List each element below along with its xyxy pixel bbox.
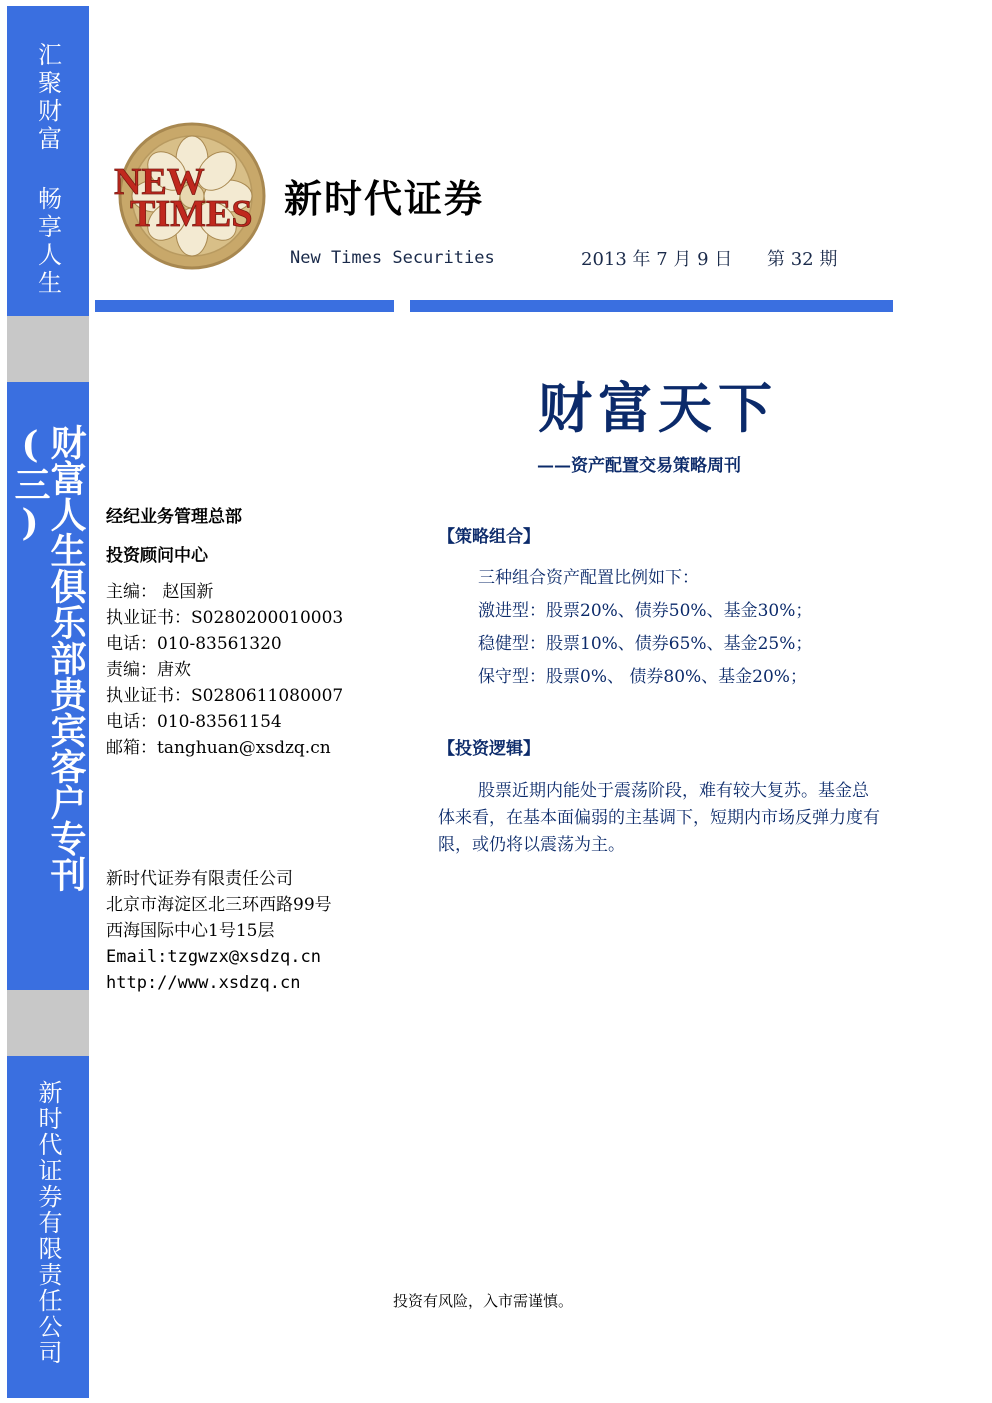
new-times-logo [108,120,276,272]
company-name: 新时代证券有限责任公司 [106,869,293,889]
logic-paragraph: 股票近期内能处于震荡阶段，难有较大复苏。基金总体来看，在基本面偏弱的主基调下，短期内市场反弹力度有限，或仍将以震荡为主。 [438,781,880,855]
allocation-list [478,562,812,694]
header-rule-right [410,300,893,312]
risk-disclaimer: 投资有风险，入市需谨慎。 [393,1292,574,1310]
strategy-heading: 【策略组合】 [438,527,540,547]
chief-editor-phone: 电话：010-83561320 [106,634,282,654]
responsible-editor-email[interactable]: 邮箱：tanghuan@xsdzq.cn [106,738,331,758]
allocation-intro: 三种组合资产配置比例如下： [478,568,699,588]
responsible-editor-phone: 电话：010-83561154 [106,712,282,732]
issue-date: 2013 年 7 月 9 日 [581,249,733,270]
publication-title: 财富天下 [538,376,778,440]
brand-name-cn: 新时代证券 [284,176,485,221]
logo-text-times: TIMES [130,193,253,235]
sidebar-company: 新时代证券有限责任公司 [34,1080,62,1366]
company-email[interactable]: Email:tzgwzx@xsdzq.cn [106,947,321,967]
sidebar-slogan: 汇聚财富 畅享人生 [33,42,62,298]
company-street: 北京市海淀区北三环西路99号 [106,895,332,915]
company-address-block [106,866,332,996]
logo-text-new: NEW [114,161,205,203]
chief-editor: 主编： 赵国新 [106,582,214,602]
responsible-editor: 责编：唐欢 [106,660,191,680]
brand-name-en: New Times Securities [290,248,495,268]
issue-number: 第 32 期 [767,249,838,270]
sidebar-divider-top [7,316,89,382]
responsible-editor-license: 执业证书：S0280611080007 [106,686,344,706]
allocation-balanced: 稳健型：股票10%、债券65%、基金25%； [478,634,813,654]
logic-heading: 【投资逻辑】 [438,739,540,759]
allocation-aggressive: 激进型：股票20%、债券50%、基金30%； [478,601,813,621]
sidebar-company-panel [7,1056,89,1398]
publication-subtitle: ——资产配置交易策略周刊 [537,456,741,476]
sidebar-divider-bottom [7,990,89,1056]
sidebar-column-title-panel [7,382,89,990]
allocation-conservative: 保守型：股票0%、 债券80%、基金20%； [478,667,807,687]
sidebar-slogan-panel [7,6,89,316]
header-rule-left [95,300,394,312]
chief-editor-license: 执业证书：S0280200010003 [106,608,344,628]
center-name: 投资顾问中心 [106,546,208,566]
sidebar-column-title: 财富人生俱乐部贵宾客户专刊(三) [9,424,87,892]
company-building: 西海国际中心1号15层 [106,921,275,941]
department-name: 经纪业务管理总部 [106,507,242,527]
editor-contacts [106,579,343,761]
company-website[interactable]: http://www.xsdzq.cn [106,973,301,993]
